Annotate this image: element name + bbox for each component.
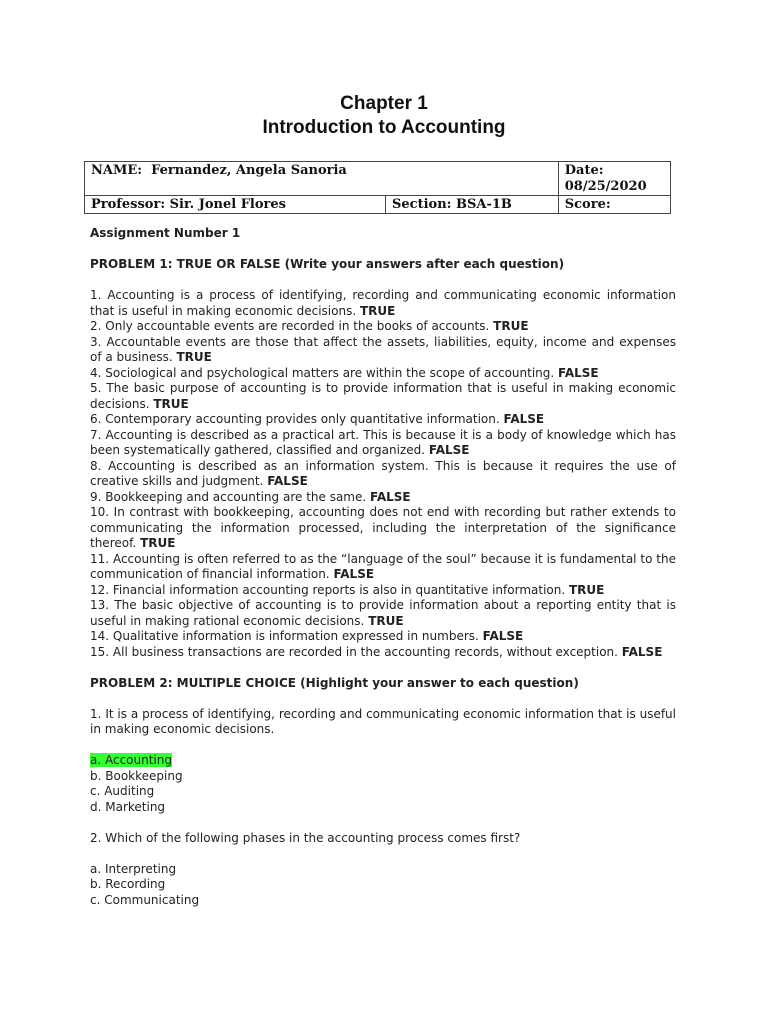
score-cell <box>558 196 670 214</box>
mc-options-1 <box>90 753 676 815</box>
score-label: Score: <box>564 197 611 212</box>
name-cell <box>85 162 559 196</box>
answer: FALSE <box>428 443 470 457</box>
mc-options-2 <box>90 862 676 909</box>
date-label: Date: <box>564 163 604 178</box>
student-info-table <box>84 161 671 214</box>
section-label: Section: <box>392 197 452 212</box>
answer: TRUE <box>569 582 605 597</box>
list-item: 7. Accounting is described as a practical art. This is because it is a body of knowledge which has been systematically gathered, classified and organized. FALSE <box>90 427 676 457</box>
list-item: 5. The basic purpose of accounting is to provide information that is useful in making economic decisions. TRUE <box>90 381 676 411</box>
list-item: 13. The basic objective of accounting is to provide information about a reporting entity that is useful in making rational economic decisions. TRUE <box>90 598 676 628</box>
answer: TRUE <box>359 303 396 318</box>
list-item: 1. Accounting is a process of identifying, recording and communicating economic information that is useful in making economic decisions. TRUE <box>90 288 676 318</box>
name-label: NAME: <box>91 163 143 178</box>
document-title: Introduction to Accounting <box>262 117 506 138</box>
answer: TRUE <box>368 613 404 628</box>
list-item: 11. Accounting is often referred to as the “language of the soul” because it is fundamental to the communication of financial information. FALSE <box>90 551 676 581</box>
list-item: 4. Sociological and psychological matters are within the scope of accounting. FALSE <box>90 365 599 380</box>
assignment-content <box>90 226 676 908</box>
list-item: b. Bookkeeping <box>90 768 183 783</box>
mc-question-2: 2. Which of the following phases in the accounting process comes first? <box>90 830 521 845</box>
list-item: 15. All business transactions are recorded in the accounting records, without exception. FALSE <box>90 644 663 659</box>
list-item: 14. Qualitative information is information expressed in numbers. FALSE <box>90 629 524 643</box>
date-cell <box>558 162 670 196</box>
answer: FALSE <box>370 489 411 504</box>
answer: FALSE <box>503 412 545 426</box>
answer: FALSE <box>267 474 308 488</box>
highlighted-answer: a. Accounting <box>90 753 172 767</box>
list-item: d. Marketing <box>90 799 166 814</box>
assignment-number: Assignment Number 1 <box>90 226 241 240</box>
answer: TRUE <box>140 536 176 550</box>
list-item: 12. Financial information accounting reports is also in quantitative information. TRUE <box>90 582 605 597</box>
problem1-list <box>90 288 676 660</box>
list-item: 6. Contemporary accounting provides only quantitative information. FALSE <box>90 412 545 426</box>
list-item: 8. Accounting is described as an information system. This is because it requires the use of creative skills and judgment. FALSE <box>90 458 676 488</box>
date-value: 08/25/2020 <box>564 179 647 194</box>
problem1-heading: PROBLEM 1: TRUE OR FALSE (Write your answers after each question) <box>90 257 565 271</box>
answer: TRUE <box>176 350 212 364</box>
chapter-heading: Chapter 1 <box>340 93 428 114</box>
list-item <box>90 753 676 769</box>
answer: FALSE <box>482 629 524 643</box>
list-item: 3. Accountable events are those that affect the assets, liabilities, equity, income and expenses of a business. TRUE <box>90 334 676 364</box>
list-item: 10. In contrast with bookkeeping, accounting does not end with recording but rather extends to communicating the information processed, including the interpretation of the significance thereof. TRUE <box>90 505 676 550</box>
list-item: c. Communicating <box>90 892 200 907</box>
answer: FALSE <box>621 644 663 659</box>
document-title-block <box>0 92 768 140</box>
list-item: c. Auditing <box>90 784 155 798</box>
section-cell <box>386 196 559 214</box>
answer: FALSE <box>558 365 599 380</box>
mc-question-1: 1. It is a process of identifying, recording and communicating economic information that is useful in making economic decisions. <box>90 706 676 736</box>
section-value: BSA-1B <box>455 197 512 212</box>
list-item: a. Interpreting <box>90 861 177 876</box>
answer: FALSE <box>333 567 375 581</box>
problem2-heading: PROBLEM 2: MULTIPLE CHOICE (Highlight your answer to each question) <box>90 675 579 690</box>
list-item: b. Recording <box>90 877 166 891</box>
name-value: Fernandez, Angela Sanoria <box>151 163 347 178</box>
professor-cell <box>85 196 386 214</box>
list-item: 9. Bookkeeping and accounting are the same. FALSE <box>90 489 411 504</box>
answer: TRUE <box>153 396 189 411</box>
professor-label: Professor: <box>91 197 166 212</box>
list-item: 2. Only accountable events are recorded in the books of accounts. TRUE <box>90 319 529 333</box>
answer: TRUE <box>493 319 529 333</box>
professor-value: Sir. Jonel Flores <box>169 197 286 212</box>
